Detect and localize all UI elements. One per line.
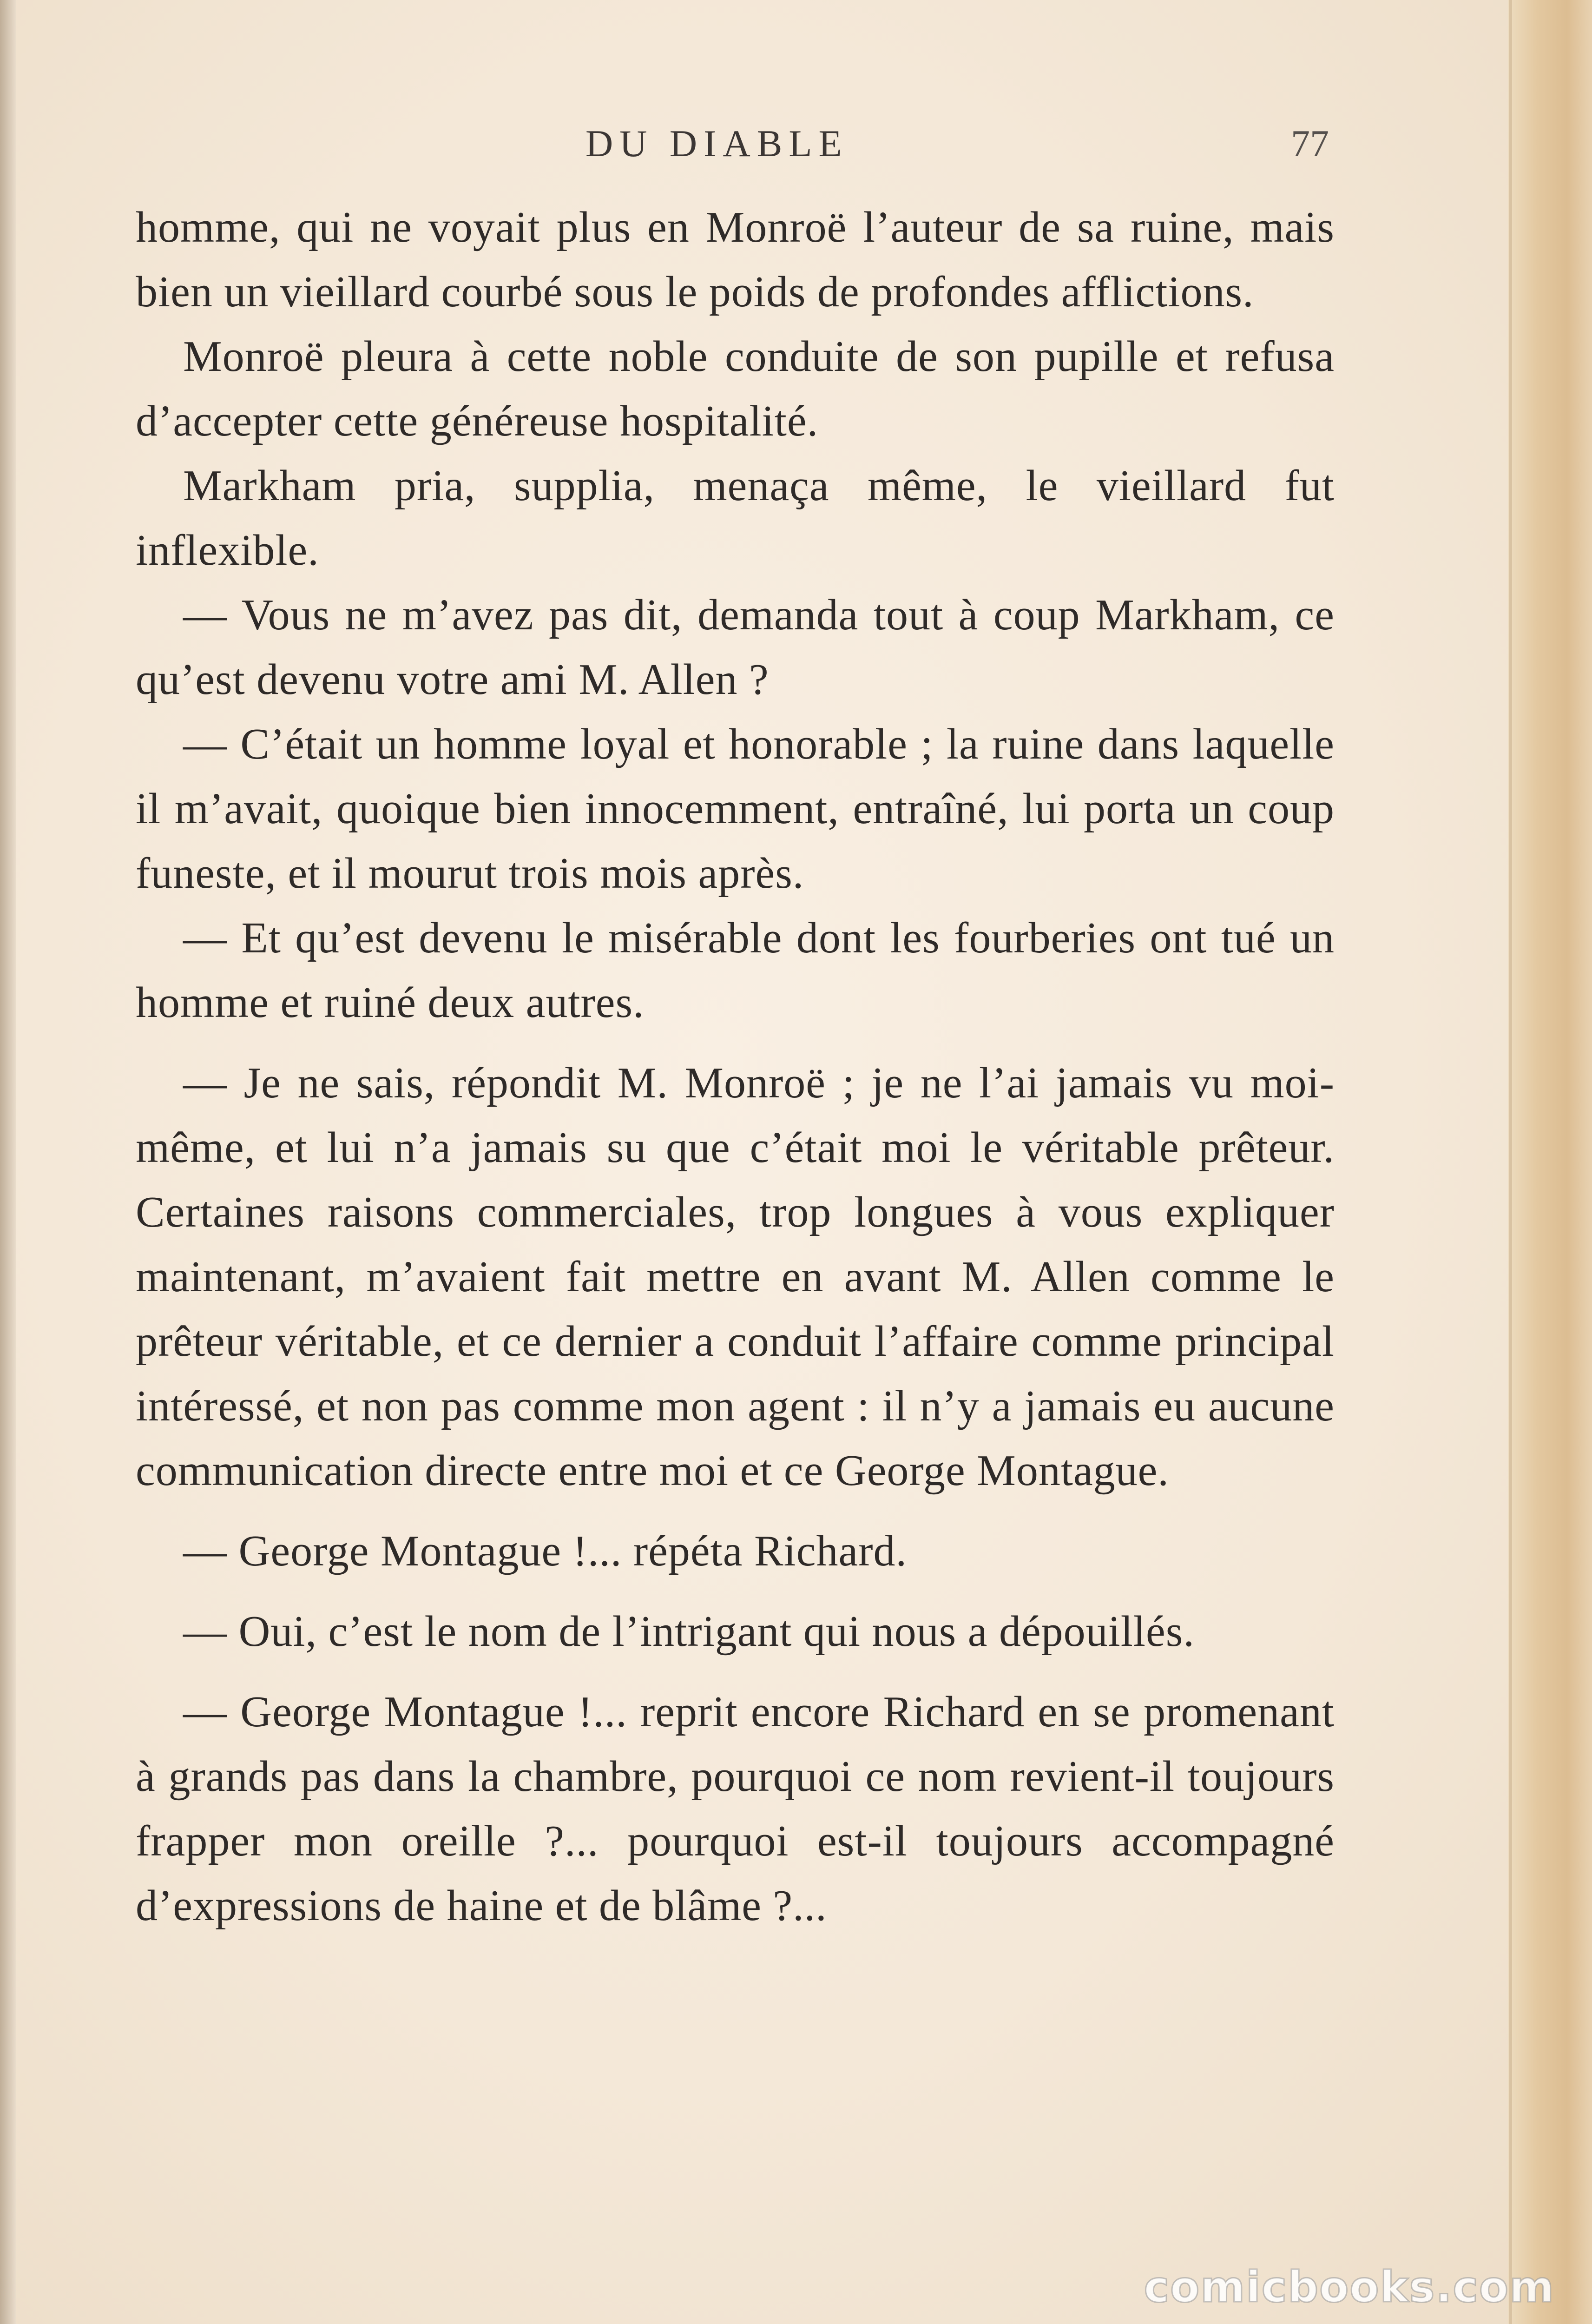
page-left-edge	[0, 0, 16, 2324]
running-header	[585, 122, 1329, 178]
paragraph: — George Montague !... répéta Richard.	[183, 1527, 908, 1575]
paragraph: — Vous ne m’avez pas dit, demanda tout à coup Markham, ce qu’est devenu votre ami M. Allen ?	[136, 591, 1335, 704]
running-title: DU DIABLE	[585, 122, 849, 165]
paragraph: — George Montague !... reprit encore Richard en se promenant à grands pas dans la chambre, pourquoi ce nom revient-il toujours frapper mon oreille ?... pourquoi est-il toujours accompagné d’expressions de haine et de blâme ?...	[136, 1688, 1335, 1930]
paragraph: Markham pria, supplia, menaça même, le vieillard fut inflexible.	[136, 462, 1335, 574]
paragraph: homme, qui ne voyait plus en Monroë l’auteur de sa ruine, mais bien un vieillard courbé sous le poids de profondes afflictions.	[136, 203, 1335, 316]
paragraph: — Et qu’est devenu le misérable dont les fourberies ont tué un homme et ruiné deux autres.	[136, 914, 1335, 1027]
paragraph: Monroë pleura à cette noble conduite de son pupille et refusa d’accepter cette généreuse hospitalité.	[136, 332, 1335, 445]
body-text	[136, 195, 1335, 1938]
page-number: 77	[1291, 122, 1329, 165]
paragraph: — Je ne sais, répondit M. Monroë ; je ne l’ai jamais vu moi-même, et lui n’a jamais su que c’était moi le véritable prêteur. Certaines raisons commerciales, trop longues à vous expliquer maintenant, m’avaient fait mettre en avant M. Allen comme le prêteur véritable, et ce dernier a conduit l’affaire comme principal intéressé, et non pas comme mon agent : il n’y a jamais eu aucune communication directe entre moi et ce George Montague.	[136, 1059, 1335, 1495]
page-right-edge	[1508, 0, 1592, 2324]
page-fold-line	[1509, 0, 1512, 2324]
paragraph: — C’était un homme loyal et honorable ; la ruine dans laquelle il m’avait, quoique bien innocemment, entraîné, lui porta un coup funeste, et il mourut trois mois après.	[136, 720, 1335, 898]
paragraph: — Oui, c’est le nom de l’intrigant qui nous a dépouillés.	[183, 1607, 1195, 1656]
watermark: comicbooks.com	[1144, 2262, 1555, 2312]
